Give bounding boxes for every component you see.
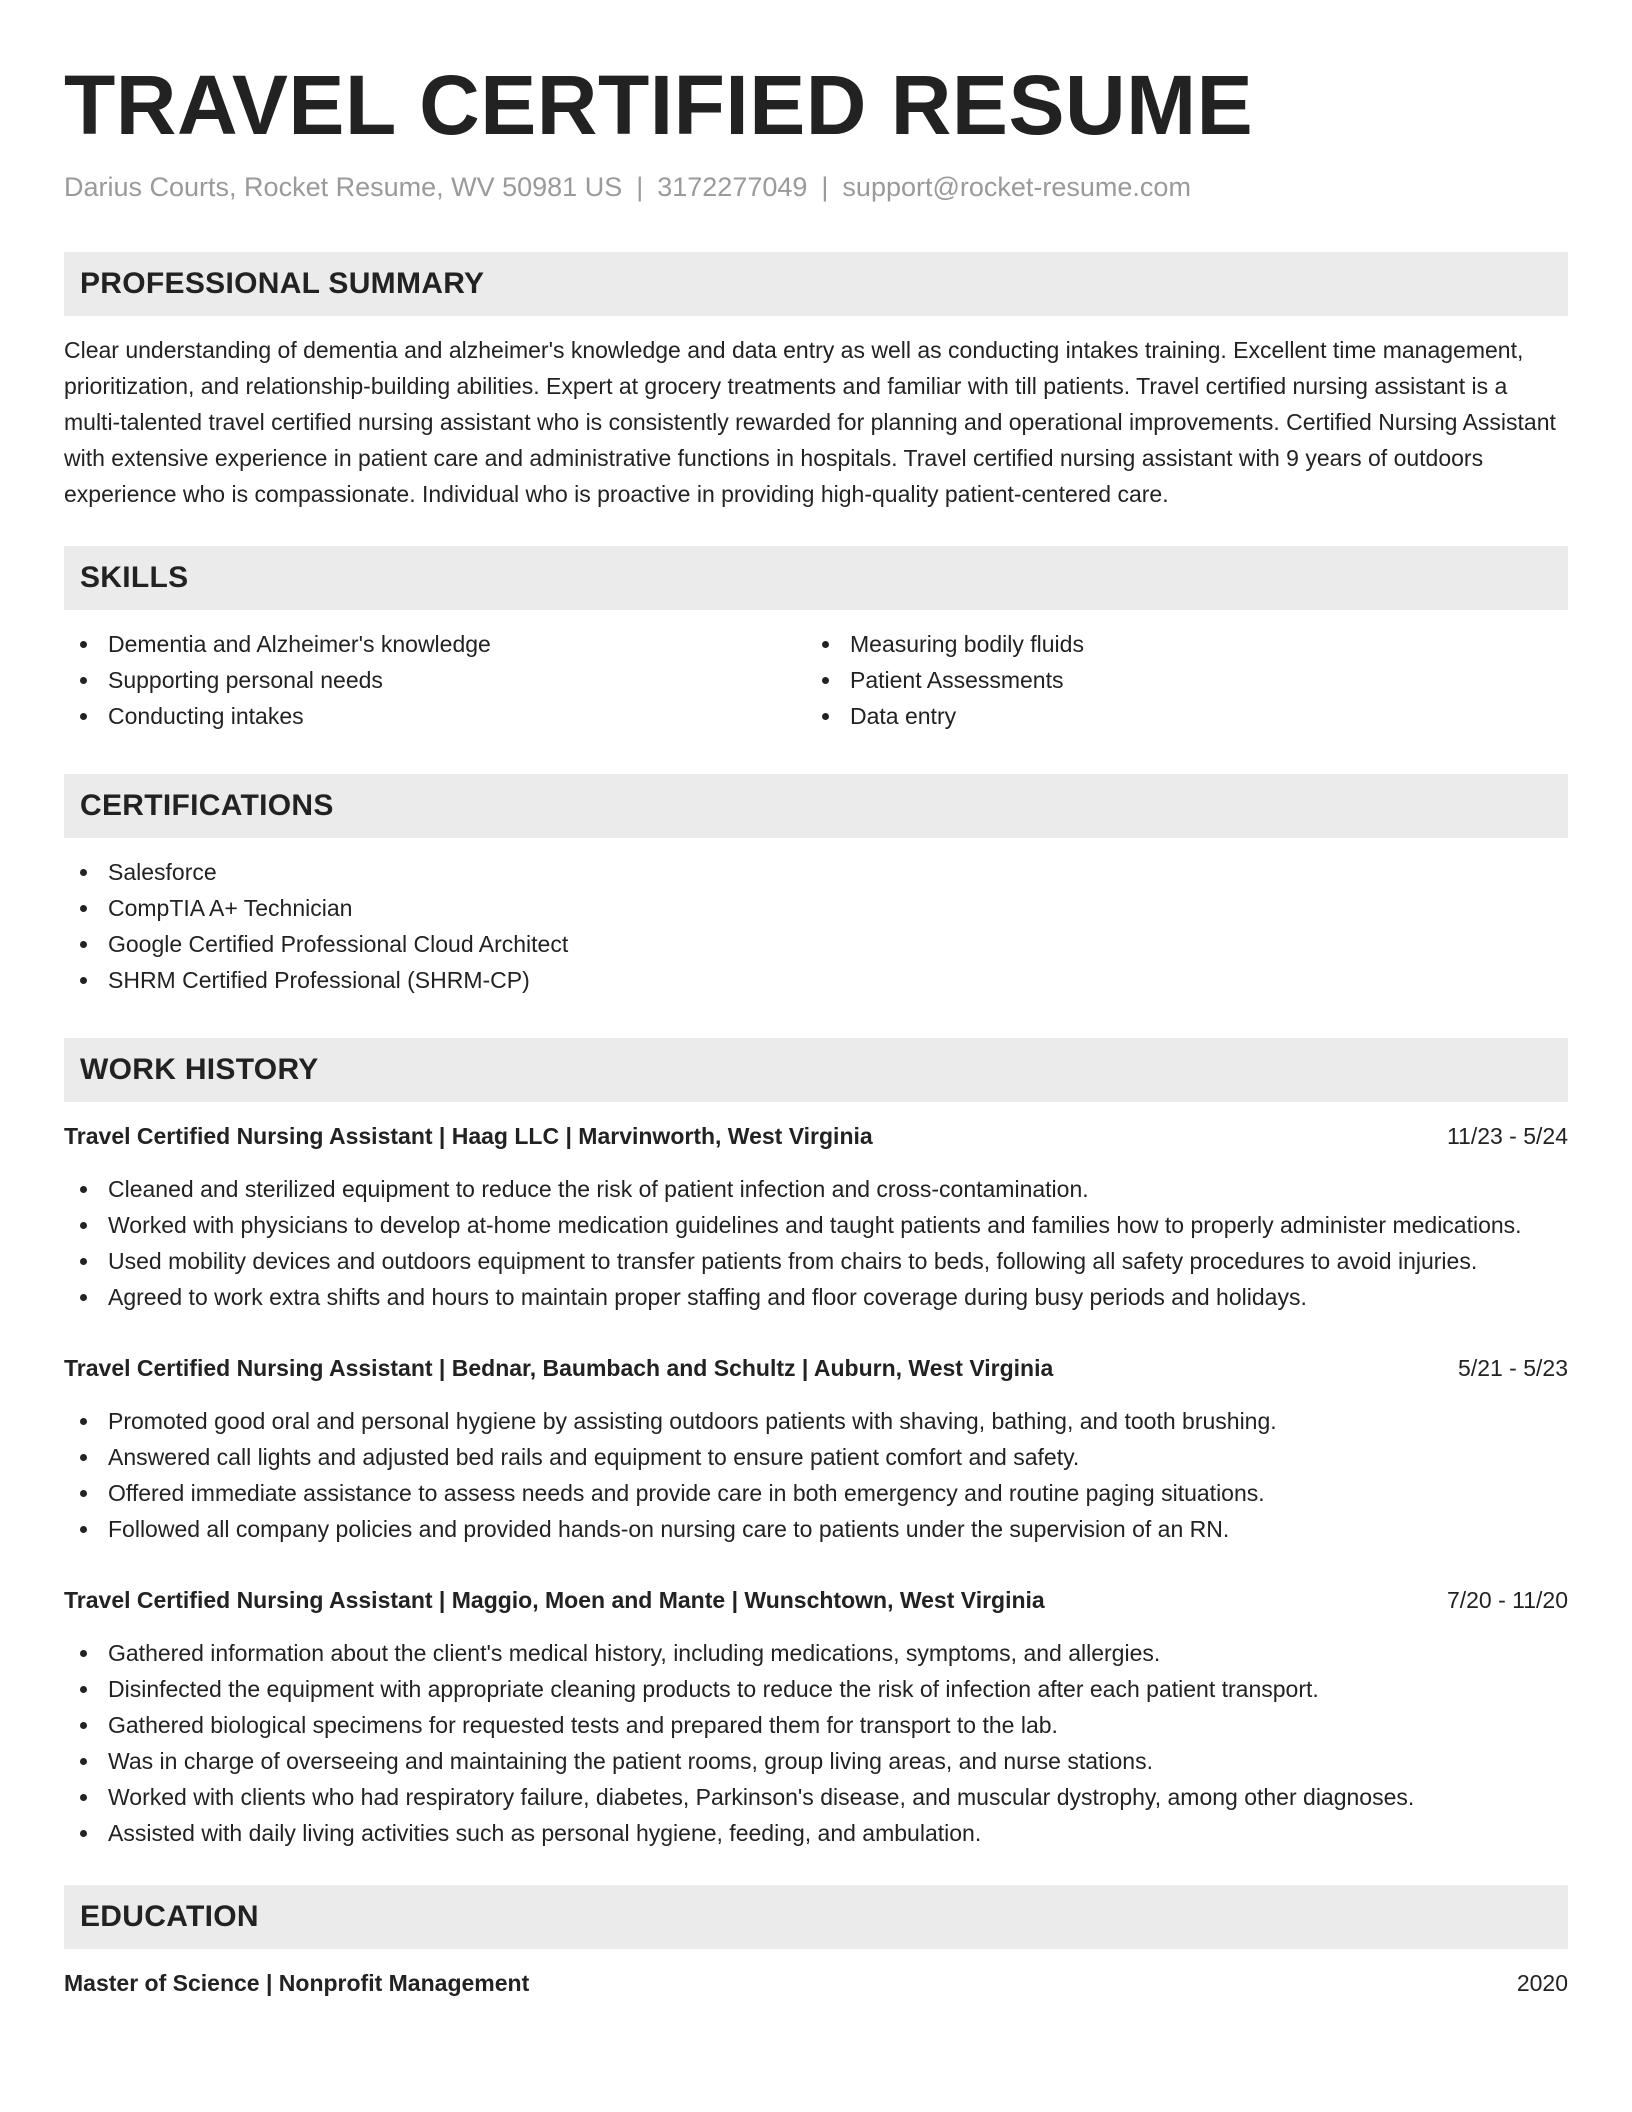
skills-column-right [806, 626, 1548, 734]
job-bullet: Cleaned and sterilized equipment to reduce the risk of patient infection and cross-contamination. [64, 1171, 1568, 1207]
job-bullets [64, 1171, 1568, 1315]
contact-email: support@rocket-resume.com [842, 172, 1191, 202]
certification-item: Google Certified Professional Cloud Architect [64, 926, 1568, 962]
job-bullets [64, 1635, 1568, 1851]
skills-column-left [64, 626, 806, 734]
summary-heading: PROFESSIONAL SUMMARY [64, 252, 1568, 316]
job-bullet: Followed all company policies and provided hands-on nursing care to patients under the supervision of an RN. [64, 1511, 1568, 1547]
job-entry [64, 1582, 1568, 1851]
certifications-heading: CERTIFICATIONS [64, 774, 1568, 838]
job-bullet: Gathered information about the client's medical history, including medications, symptoms, and allergies. [64, 1635, 1568, 1671]
certifications-list [64, 854, 1568, 998]
education-entry [64, 1965, 1568, 2001]
job-bullet: Was in charge of overseeing and maintaining the patient rooms, group living areas, and nurse stations. [64, 1743, 1568, 1779]
job-bullet: Offered immediate assistance to assess needs and provide care in both emergency and routine paging situations. [64, 1475, 1568, 1511]
certification-item: SHRM Certified Professional (SHRM-CP) [64, 962, 1568, 998]
skills-grid [64, 626, 1568, 734]
education-heading: EDUCATION [64, 1885, 1568, 1949]
skill-item: Supporting personal needs [64, 662, 806, 698]
skill-item: Conducting intakes [64, 698, 806, 734]
skill-item: Dementia and Alzheimer's knowledge [64, 626, 806, 662]
job-dates: 7/20 - 11/20 [1446, 1587, 1568, 1613]
skill-item: Patient Assessments [806, 662, 1548, 698]
job-dates: 5/21 - 5/23 [1458, 1355, 1568, 1381]
contact-separator: | [821, 172, 829, 202]
contact-phone: 3172277049 [657, 172, 808, 202]
contact-address: Darius Courts, Rocket Resume, WV 50981 US [64, 172, 623, 202]
job-title: Travel Certified Nursing Assistant | Bednar, Baumbach and Schultz | Auburn, West Virginia [64, 1355, 1054, 1381]
contact-line [64, 170, 1568, 204]
job-bullets [64, 1403, 1568, 1547]
education-year: 2020 [1516, 1970, 1568, 1996]
job-entry [64, 1350, 1568, 1547]
resume-title: TRAVEL CERTIFIED RESUME [64, 58, 1254, 152]
summary-text: Clear understanding of dementia and alzheimer's knowledge and data entry as well as conducting intakes training. Excellent time management, prioritization, and relationship-building abilities. Expert at grocery treatments and familiar with till patients. Travel certified nursing assistant is a multi-talented travel certified nursing assistant who is consistently rewarded for planning and operational improvements. Certified Nursing Assistant with extensive experience in patient care and administrative functions in hospitals. Travel certified nursing assistant with 9 years of outdoors experience who is compassionate. Individual who is proactive in providing high-quality patient-centered care. [64, 337, 1556, 507]
job-title: Travel Certified Nursing Assistant | Haag LLC | Marvinworth, West Virginia [64, 1123, 873, 1149]
contact-separator: | [636, 172, 644, 202]
education-degree: Master of Science | Nonprofit Management [64, 1970, 530, 1996]
job-entry [64, 1118, 1568, 1315]
skills-heading: SKILLS [64, 546, 1568, 610]
job-bullet: Promoted good oral and personal hygiene by assisting outdoors patients with shaving, bathing, and tooth brushing. [64, 1403, 1568, 1439]
job-bullet: Answered call lights and adjusted bed rails and equipment to ensure patient comfort and safety. [64, 1439, 1568, 1475]
job-bullet: Agreed to work extra shifts and hours to maintain proper staffing and floor coverage during busy periods and holidays. [64, 1279, 1568, 1315]
resume-page [64, 0, 1568, 2001]
skill-item: Data entry [806, 698, 1548, 734]
job-bullet: Disinfected the equipment with appropriate cleaning products to reduce the risk of infection after each patient transport. [64, 1671, 1568, 1707]
job-bullet: Assisted with daily living activities such as personal hygiene, feeding, and ambulation. [64, 1815, 1568, 1851]
certification-item: CompTIA A+ Technician [64, 890, 1568, 926]
job-bullet: Gathered biological specimens for requested tests and prepared them for transport to the lab. [64, 1707, 1568, 1743]
job-dates: 11/23 - 5/24 [1446, 1123, 1568, 1149]
certification-item: Salesforce [64, 854, 1568, 890]
job-bullet: Worked with clients who had respiratory failure, diabetes, Parkinson's disease, and muscular dystrophy, among other diagnoses. [64, 1779, 1568, 1815]
work-history-heading: WORK HISTORY [64, 1038, 1568, 1102]
job-title: Travel Certified Nursing Assistant | Maggio, Moen and Mante | Wunschtown, West Virginia [64, 1587, 1045, 1613]
job-bullet: Used mobility devices and outdoors equipment to transfer patients from chairs to beds, following all safety procedures to avoid injuries. [64, 1243, 1568, 1279]
skill-item: Measuring bodily fluids [806, 626, 1548, 662]
job-bullet: Worked with physicians to develop at-home medication guidelines and taught patients and families how to properly administer medications. [64, 1207, 1568, 1243]
